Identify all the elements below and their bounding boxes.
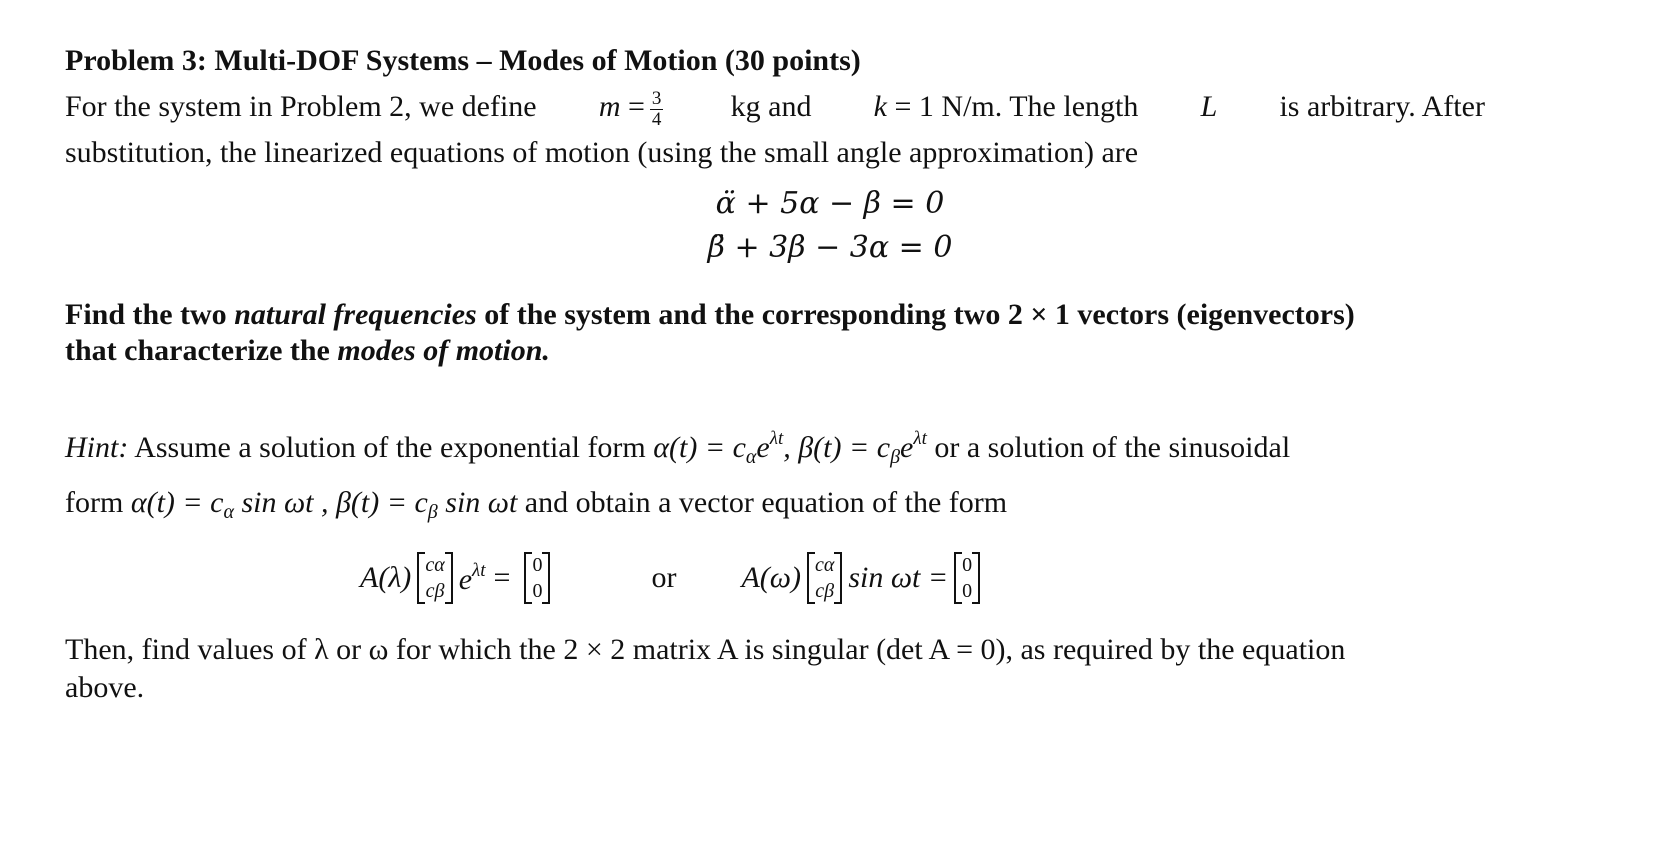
conclusion-line-2: above. bbox=[65, 671, 145, 704]
exp-e: e bbox=[458, 562, 473, 596]
or-word: or bbox=[651, 561, 677, 594]
hint-exponential-expression bbox=[653, 428, 927, 468]
hint-sin-sub-beta: β bbox=[427, 501, 438, 523]
zero-1a: 0 bbox=[532, 554, 543, 576]
sin-term: sin ωt = bbox=[848, 561, 949, 594]
equations-of-motion bbox=[65, 182, 1595, 270]
intro-text-3: = 1 N/m. The length bbox=[894, 90, 1139, 123]
zero-2a: 0 bbox=[962, 554, 973, 576]
hint-line-2 bbox=[65, 480, 1485, 535]
zero-vector-2 bbox=[954, 552, 980, 604]
zero-1b: 0 bbox=[532, 580, 543, 602]
hint-expr-beta: , β(t) = c bbox=[783, 431, 891, 464]
hint-sup-2: λt bbox=[913, 428, 927, 449]
task-text-a: Find the two bbox=[65, 298, 227, 331]
hint-text-1: Assume a solution of the exponential form bbox=[134, 431, 646, 464]
task-text-c: of the system and the corresponding two 2 × 1 vectors (eigenvectors) bbox=[484, 298, 1355, 331]
hint-sinusoidal-expression bbox=[130, 486, 518, 523]
problem-page bbox=[65, 38, 1485, 711]
zero-2b: 0 bbox=[962, 580, 973, 602]
hint-line-1 bbox=[65, 416, 1485, 480]
fraction-denominator: 4 bbox=[651, 108, 662, 130]
A-lambda: A(λ) bbox=[360, 561, 412, 594]
m-equals bbox=[599, 84, 669, 130]
equation-1: α̈ + 5α − β = 0 bbox=[715, 186, 945, 221]
zero-vector-1 bbox=[524, 552, 550, 604]
conclusion-line-1: Then, find values of λ or ω for which the 2 × 2 matrix A is singular (det A = 0), as required by the equation bbox=[65, 633, 1346, 666]
c-vector-1 bbox=[417, 552, 452, 604]
hint-sub-beta: β bbox=[890, 446, 901, 468]
hint-sin-tail: sin ωt bbox=[445, 486, 518, 519]
hint-sin-beta: sin ωt , β(t) = c bbox=[241, 486, 428, 519]
hint-sin-alpha: α(t) = c bbox=[130, 486, 224, 519]
k-symbol: k bbox=[873, 90, 887, 123]
intro-text-1: For the system in Problem 2, we define bbox=[65, 90, 537, 123]
task-text-d: that characterize the bbox=[65, 334, 330, 367]
intro-line-1 bbox=[65, 84, 1485, 130]
hint-sup-1: λt bbox=[769, 428, 784, 449]
problem-title: Problem 3: Multi-DOF Systems – Modes of Motion (30 points) bbox=[65, 44, 861, 77]
c-alpha-1: cα bbox=[425, 554, 445, 576]
k-equals bbox=[874, 84, 1139, 130]
hint-text-3: form bbox=[65, 486, 124, 519]
exp-sup: λt bbox=[472, 559, 486, 581]
equation-2: β̈ + 3β − 3α = 0 bbox=[707, 230, 953, 265]
L-symbol: L bbox=[1200, 90, 1218, 123]
c-vector-2 bbox=[807, 552, 842, 604]
hint-text-2: or a solution of the sinusoidal bbox=[934, 431, 1291, 464]
task-natural-frequencies: natural frequencies bbox=[234, 298, 477, 331]
hint-sub-alpha: α bbox=[745, 446, 757, 468]
hint-e: e bbox=[756, 431, 770, 464]
A-omega: A(ω) bbox=[741, 561, 801, 594]
intro-line-2: substitution, the linearized equations of motion (using the small angle approximation) are bbox=[65, 136, 1139, 169]
hint-expr-alpha: α(t) = c bbox=[653, 431, 746, 464]
m-symbol: m bbox=[598, 90, 621, 123]
hint-e-2: e bbox=[900, 431, 914, 464]
hint-label: Hint: bbox=[65, 431, 129, 464]
intro-text-4: is arbitrary. After bbox=[1279, 90, 1485, 123]
c-beta-1: cβ bbox=[425, 580, 445, 602]
c-beta-2: cβ bbox=[815, 580, 835, 602]
mass-fraction bbox=[650, 89, 664, 130]
hint-sin-sub-alpha: α bbox=[223, 501, 234, 523]
hint-text-4: and obtain a vector equation of the form bbox=[524, 486, 1008, 519]
vector-equation bbox=[360, 535, 1485, 621]
exp-term bbox=[459, 560, 486, 597]
equals-sign: = bbox=[627, 90, 645, 123]
intro-text-2: kg and bbox=[730, 90, 812, 123]
equals-1: = bbox=[493, 561, 511, 594]
fraction-numerator: 3 bbox=[651, 87, 662, 109]
task-modes-of-motion: modes of motion. bbox=[337, 334, 550, 367]
c-alpha-2: cα bbox=[814, 554, 835, 576]
exponential-vector-equation bbox=[360, 552, 556, 604]
sinusoidal-vector-equation bbox=[741, 552, 986, 604]
